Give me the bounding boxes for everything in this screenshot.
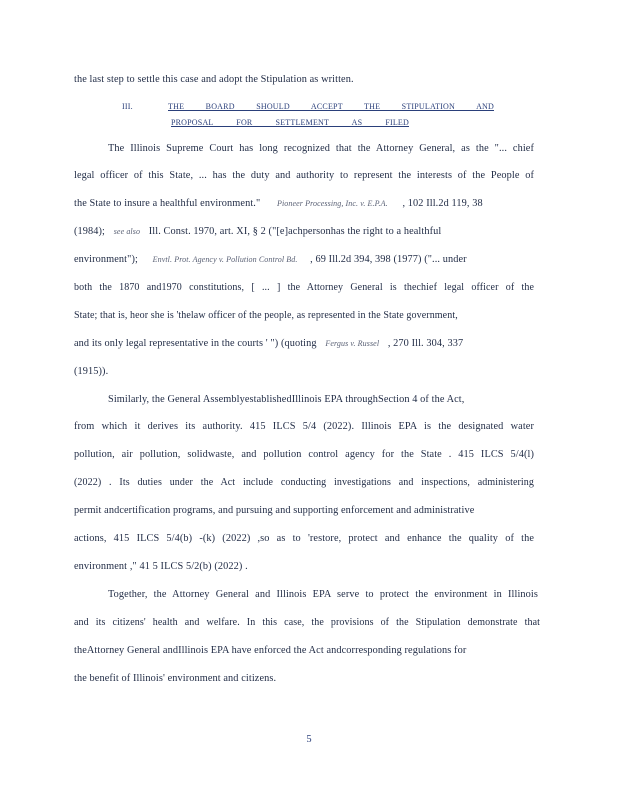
text-line: pollution, air pollution, solidwaste, and pollution control agency for the State . 415 ILCS 5/4(l): [74, 449, 534, 460]
text-line: Similarly, the General AssemblyestablishedIllinois EPA throughSection 4 of the Act,: [108, 394, 465, 405]
text-line: [74, 198, 534, 210]
text-line: legal officer of this State, ... has the duty and authority to represent the interests of the People of: [74, 170, 534, 181]
text-line: theAttorney General andIllinois EPA have enforced the Act andcorresponding regulations for: [74, 645, 467, 656]
signal-citation: see also: [113, 227, 141, 236]
text-line: [74, 254, 534, 266]
page-number: 5: [306, 734, 312, 745]
text-line: Together, the Attorney General and Illinois EPA serve to protect the environment in Illinois: [108, 589, 538, 600]
text-segment: the State to insure a healthful environment.": [74, 198, 261, 209]
text-line: State; that is, heor she is 'thelaw officer of the people, as represented in the State government,: [74, 310, 458, 321]
text-segment: Ill. Const. 1970, art. XI, § 2 ("[e]achpersonhas the right to a healthful: [148, 226, 442, 237]
text-segment: and its only legal representative in the courts ' ") (quoting: [74, 338, 317, 349]
case-citation: Envtl. Prot. Agency v. Pollution Control Bd.: [152, 255, 298, 264]
case-citation: Pioneer Processing, Inc. v. E.P.A.: [276, 199, 388, 208]
case-citation: Fergus v. Russel: [325, 339, 380, 348]
text-line: The Illinois Supreme Court has long recognized that the Attorney General, as the "... chief: [108, 143, 534, 154]
text-line: actions, 415 ILCS 5/4(b) -(k) (2022) ,so as to 'restore, protect and enhance the quality of the: [74, 533, 534, 544]
section-heading-line-2: PROPOSAL FOR SETTLEMENT AS FILED: [171, 118, 409, 127]
text-segment: (1984);: [74, 226, 106, 237]
text-line: and its citizens' health and welfare. In this case, the provisions of the Stipulation demonstrate that: [74, 617, 540, 628]
text-line: (1915)).: [74, 366, 109, 377]
text-line: [74, 226, 534, 238]
text-line: from which it derives its authority. 415 ILCS 5/4 (2022). Illinois EPA is the designated water: [74, 421, 534, 432]
text-line: the benefit of Illinois' environment and citizens.: [74, 673, 277, 684]
text-segment: , 69 Ill.2d 394, 398 (1977) ("... under: [310, 254, 467, 265]
section-numeral: III.: [122, 102, 133, 111]
text-line: environment ," 41 5 ILCS 5/2(b) (2022) .: [74, 561, 248, 572]
text-segment: , 270 Ill. 304, 337: [387, 338, 464, 349]
text-segment: environment");: [74, 254, 138, 265]
text-line: both the 1870 and1970 constitutions, [ ... ] the Attorney General is thechief legal officer of the: [74, 282, 534, 293]
text-line: permit andcertification programs, and pursuing and supporting enforcement and administrative: [74, 505, 475, 516]
section-heading-line-1: THE BOARD SHOULD ACCEPT THE STIPULATION AND: [168, 102, 494, 111]
text-line: [74, 338, 534, 350]
text-line: (2022) . Its duties under the Act include conducting investigations and inspections, administering: [74, 477, 534, 488]
text-line: the last step to settle this case and adopt the Stipulation as written.: [74, 74, 354, 85]
text-segment: , 102 Ill.2d 119, 38: [402, 198, 483, 209]
